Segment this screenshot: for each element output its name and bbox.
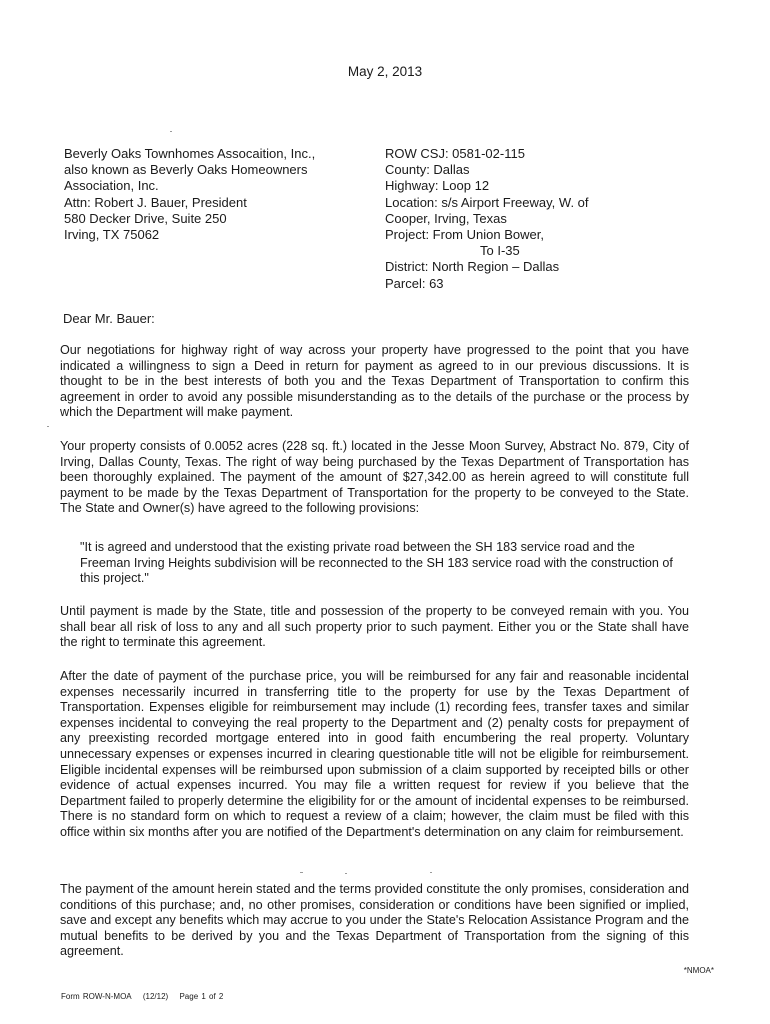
footer-page-number: Page 1 of 2 <box>179 992 224 1001</box>
salutation: Dear Mr. Bauer: <box>63 311 155 326</box>
footer-form-number: Form ROW-N-MOA <box>61 992 132 1001</box>
reference-block <box>385 146 705 292</box>
body-paragraph-property: Your property consists of 0.0052 acres (228 sq. ft.) located in the Jesse Moon Survey, Abstract No. 879, City of Irving, Dallas County, Texas. The right of way being purchased by the Texas Department of Transportation has been thoroughly explained. The payment of the amount of $27,342.00 as herein agreed to will constitute full payment to be made by the Texas Department of Transportation for the property to be conveyed to the State. The State and Owner(s) have agreed to the following provisions: <box>60 439 689 516</box>
recipient-address-block <box>64 146 364 243</box>
scan-speck <box>345 873 347 874</box>
body-paragraph-reimbursement: After the date of payment of the purchase price, you will be reimbursed for any fair and reasonable incidental expenses necessarily incurred in transferring title to the property for use by the Texas Department of Transportation. Expenses eligible for reimbursement may include (1) recording fees, transfer taxes and similar expenses incidental to conveying the real property to the Department and (2) penalty costs for prepayment of any preexisting recorded mortgage entered into in good faith encumbering the real property. Voluntary unnecessary expenses or expenses incurred in clearing questionable title will not be eligible for reimbursement. Eligible incidental expenses will be reimbursed upon submission of a claim supported by receipted bills or other evidence of actual expenses incurred. You may file a written request for review if you believe that the Department failed to properly determine the eligibility for or the amount of incidental expenses to be reimbursed. There is no standard form on which to request a review of a claim; however, the claim must be filed with this office within six months after you are notified of the Department's determination on any claim for reimbursement. <box>60 669 689 839</box>
reference-parcel: Parcel: 63 <box>385 275 444 291</box>
footer-revision: (12/12) <box>142 992 169 1001</box>
recipient-line: 580 Decker Drive, Suite 250 <box>64 210 227 226</box>
reference-location: Location: s/s Airport Freeway, W. of <box>385 194 589 210</box>
reference-project: Project: From Union Bower, <box>385 227 544 243</box>
reference-district: District: North Region – Dallas <box>385 259 560 275</box>
page-footer <box>61 992 231 1001</box>
reference-highway: Highway: Loop 12 <box>385 178 490 194</box>
recipient-line: Beverly Oaks Townhomes Assocaition, Inc., <box>64 146 316 161</box>
reference-project-cont: To I-35 <box>480 243 520 259</box>
reference-location-cont: Cooper, Irving, Texas <box>385 210 507 226</box>
scan-speck <box>300 872 303 873</box>
reference-county: County: Dallas <box>385 162 470 178</box>
form-code: *NMOA* <box>683 966 714 975</box>
scan-speck <box>47 426 49 427</box>
letter-date: May 2, 2013 <box>347 64 423 79</box>
recipient-line: Irving, TX 75062 <box>64 227 160 243</box>
body-paragraph-negotiations: Our negotiations for highway right of way across your property have progressed to the point that you have indicated a willingness to sign a Deed in return for payment as agreed to in our previous discussions. It is thought to be in the best interests of both you and the Texas Department of Transportation to confirm this agreement in order to avoid any possible misunderstanding as to the details of the purchase or the process by which the Department will make payment. <box>60 343 689 420</box>
recipient-line: Association, Inc. <box>64 178 159 194</box>
scan-speck <box>430 872 432 873</box>
recipient-line: also known as Beverly Oaks Homeowners <box>64 162 308 178</box>
body-paragraph-provision-quote: "It is agreed and understood that the existing private road between the SH 183 service road and the Freeman Irving Heights subdivision will be reconnected to the SH 183 service road with the construction of this project." <box>80 540 673 586</box>
scan-speck <box>170 131 172 132</box>
reference-row-csj: ROW CSJ: 0581-02-115 <box>385 146 525 161</box>
body-paragraph-title-possession: Until payment is made by the State, title and possession of the property to be conveyed remain with you. You shall bear all risk of loss to any and all such property prior to such payment. Either you or the State shall have the right to terminate this agreement. <box>60 604 689 650</box>
body-paragraph-promises: The payment of the amount herein stated and the terms provided constitute the only promises, consideration and conditions of this purchase; and, no other promises, consideration or conditions have been signified or implied, save and except any benefits which may accrue to you under the State's Relocation Assistance Program and the mutual benefits to be derived by you and the Texas Department of Transportation from the signing of this agreement. <box>60 882 689 959</box>
recipient-line: Attn: Robert J. Bauer, President <box>64 194 247 210</box>
